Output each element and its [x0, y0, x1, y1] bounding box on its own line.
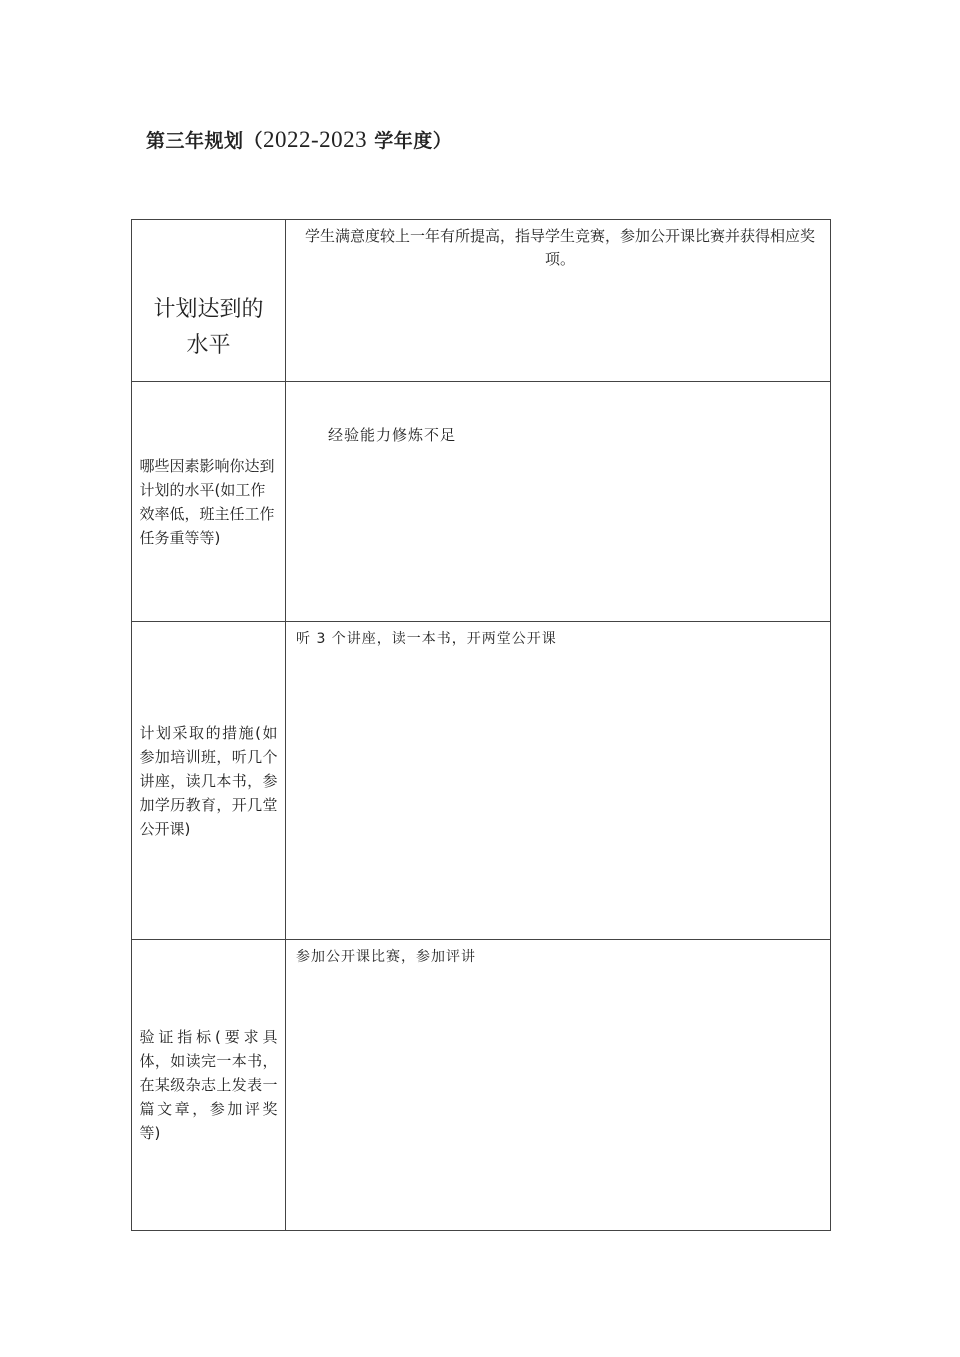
row-value: 经验能力修炼不足	[328, 426, 457, 444]
row-value-cell	[286, 940, 831, 1231]
plan-table	[131, 219, 831, 1231]
title-year: 2022-2023	[263, 127, 368, 152]
row-value: 听 3 个讲座，读一本书，开两堂公开课	[296, 631, 557, 647]
row-label-cell	[132, 622, 286, 940]
row-value-cell	[286, 382, 831, 622]
row-label-cell	[132, 220, 286, 382]
title-suffix: 学年度）	[367, 130, 453, 152]
row-value-cell	[286, 220, 831, 382]
table-row	[132, 220, 831, 382]
page-title	[146, 126, 452, 153]
row-value-cell	[286, 622, 831, 940]
title-prefix: 第三年规划（	[146, 130, 264, 152]
row-label: 验证指标(要求具体，如读完一本书，在某级杂志上发表一篇文章，参加评奖等)	[139, 1028, 278, 1142]
table-row	[132, 622, 831, 940]
row-label: 计划采取的措施(如参加培训班，听几个讲座，读几本书，参加学历教育，开几堂公开课)	[139, 723, 278, 838]
table-row	[132, 382, 831, 622]
row-label-cell	[132, 940, 286, 1231]
row-label: 计划达到的水平	[153, 296, 264, 358]
row-value: 参加公开课比赛，参加评讲	[296, 949, 476, 965]
table-row	[132, 940, 831, 1231]
row-label-cell	[132, 382, 286, 622]
row-label: 哪些因素影响你达到计划的水平(如工作效率低，班主任工作任务重等等)	[139, 456, 275, 547]
row-value: 学生满意度较上一年有所提高，指导学生竞赛，参加公开课比赛并获得相应奖项。	[304, 227, 815, 268]
